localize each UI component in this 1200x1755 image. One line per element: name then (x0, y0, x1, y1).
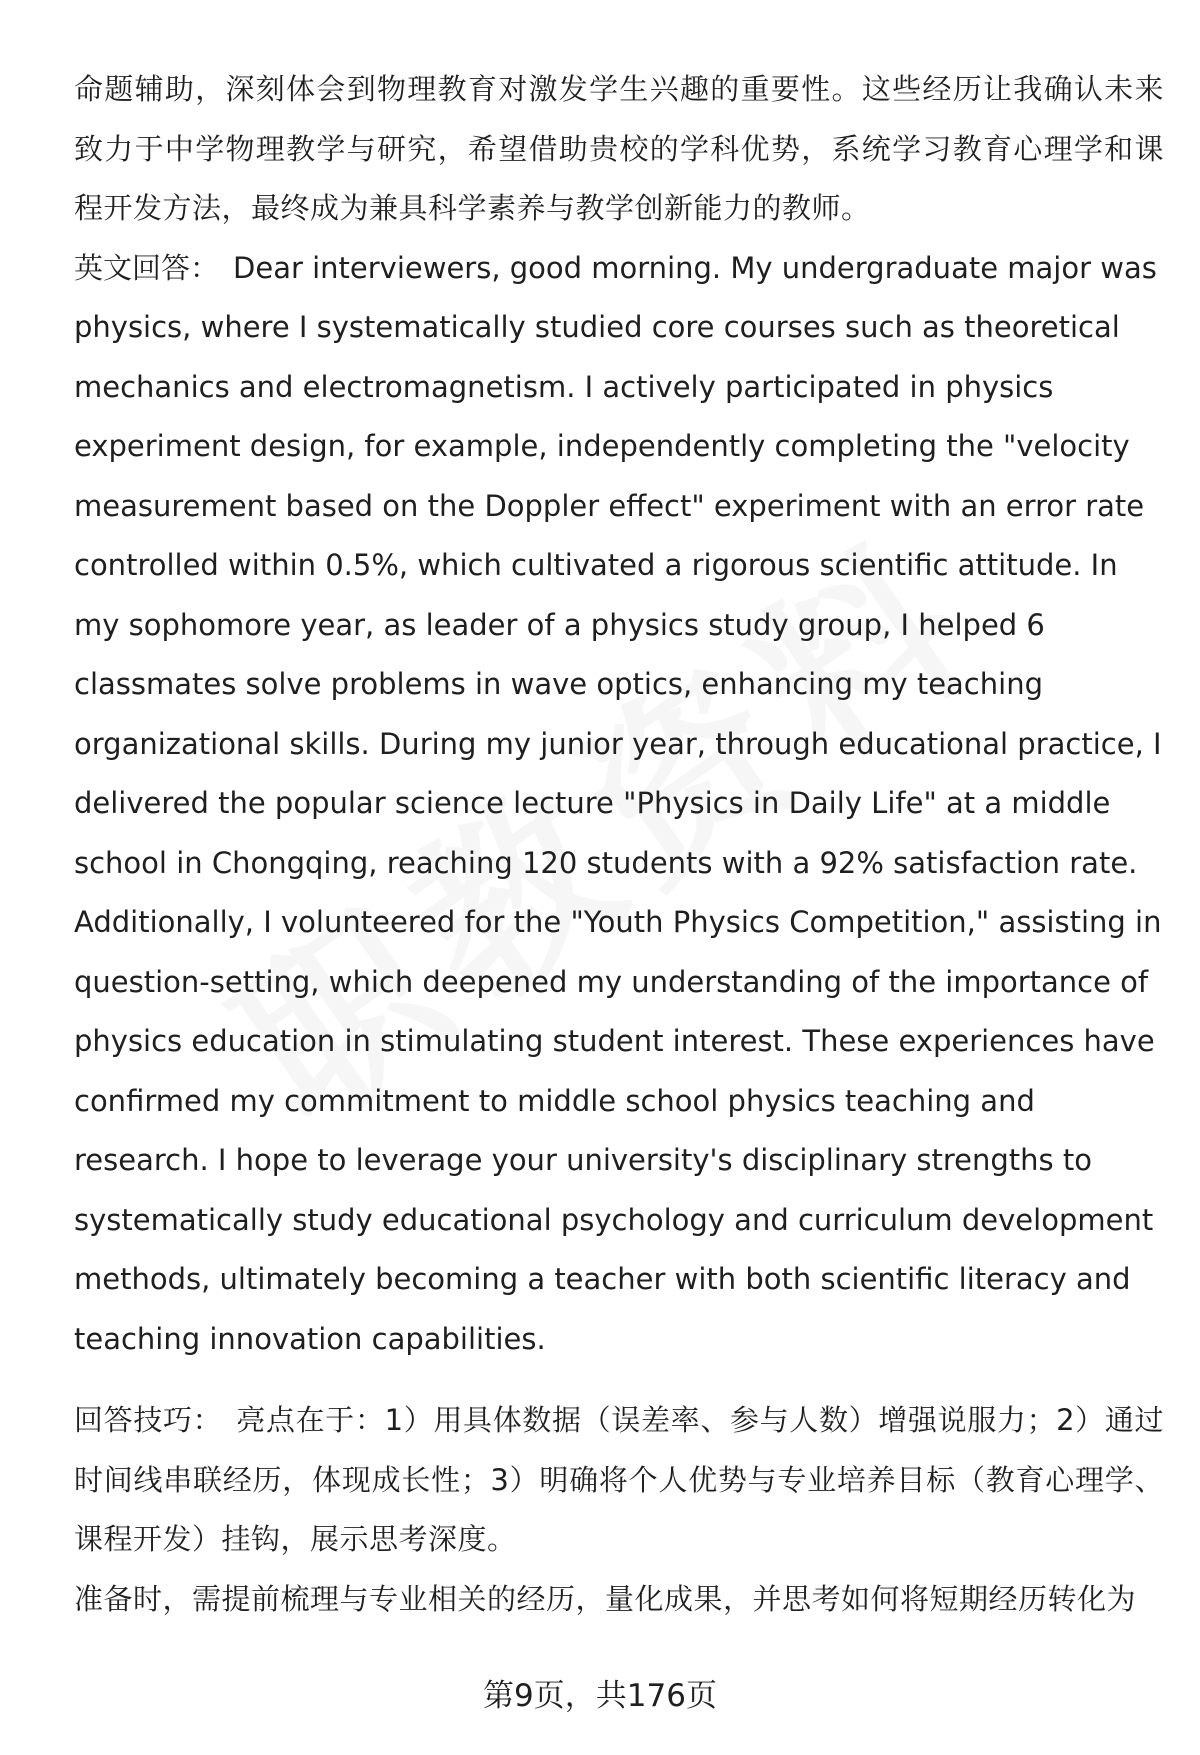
page-indicator: 第9页，共176页 (483, 1678, 717, 1714)
english-answer-paragraph (74, 239, 1164, 1370)
intro-continued-paragraph: 命题辅助，深刻体会到物理教育对激发学生兴趣的重要性。这些经历让我确认未来致力于中学物理教学与研究，希望借助贵校的学科优势，系统学习教育心理学和课程开发方法，最终成为兼具科学素养与教学创新能力的教师。 (74, 72, 1164, 225)
english-answer-text: Dear interviewers, good morning. My undergraduate major was physics, where I systematically studied core courses such as theoretical mechanics and electromagnetism. I actively participated in physics experiment design, for example, independently completing the "velocity measurement based on the Doppler effect" experiment with an error rate controlled within 0.5%, which cultivated a rigorous scientific attitude. In my sophomore year, as leader of a physics study group, I helped 6 classmates solve problems in wave optics, enhancing my teaching organizational skills. During my junior year, through educational practice, I delivered the popular science lecture "Physics in Daily Life" at a middle school in Chongqing, reaching 120 students with a 92% satisfaction rate. Additionally, I volunteered for the "Youth Physics Competition," assisting in question-setting, which deepened my understanding of the importance of physics education in stimulating student interest. These experiences have confirmed my commitment to middle school physics teaching and research. I hope to leverage your university's disciplinary strengths to systematically study educational psychology and curriculum development methods, ultimately becoming a teacher with both scientific literacy and teaching innovation capabilities. (74, 250, 1162, 1356)
page-content (74, 60, 1164, 1629)
answer-tips-label: 回答技巧： (74, 1403, 223, 1437)
answer-tips-text: 亮点在于：1）用具体数据（误差率、参与人数）增强说服力；2）通过时间线串联经历，体现成长性；3）明确将个人优势与专业培养目标（教育心理学、课程开发）挂钩，展示思考深度。 (74, 1403, 1164, 1556)
english-answer-label: 英文回答： (74, 250, 220, 285)
answer-tips-paragraph (74, 1391, 1164, 1570)
preparation-paragraph: 准备时，需提前梳理与专业相关的经历，量化成果，并思考如何将短期经历转化为 (74, 1581, 1137, 1616)
